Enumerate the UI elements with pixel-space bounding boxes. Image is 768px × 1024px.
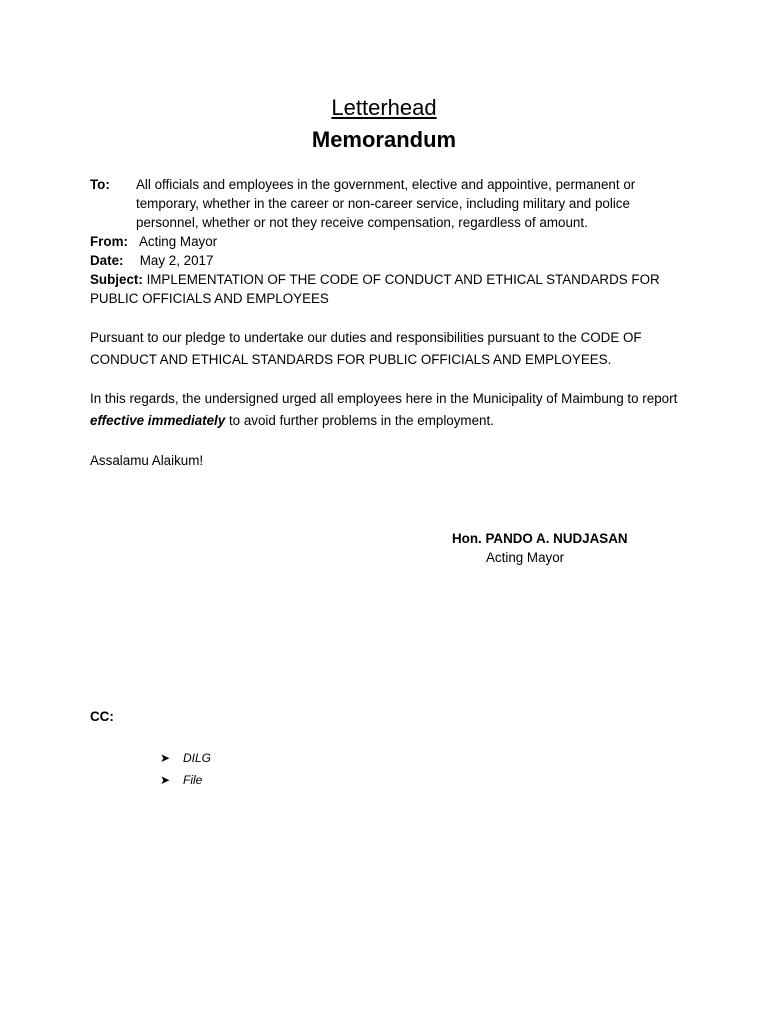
signatory-name: Hon. PANDO A. NUDJASAN: [452, 531, 628, 546]
body-paragraph-1: Pursuant to our pledge to undertake our duties and responsibilities pursuant to the CODE OF CONDUCT AND ETHICAL STANDARDS FOR PUBLIC OFFICIALS AND EMPLOYEES.: [90, 330, 642, 367]
date-value: May 2, 2017: [139, 253, 214, 268]
subject-value: IMPLEMENTATION OF THE CODE OF CONDUCT AND ETHICAL STANDARDS FOR PUBLIC OFFICIALS AND EMPLOYEES: [90, 272, 660, 306]
cc-label: CC:: [90, 709, 114, 724]
cc-item-label: File: [183, 773, 203, 787]
arrowhead-bullet-icon: ➤: [160, 773, 171, 787]
cc-item-dilg: [160, 747, 211, 769]
from-value: Acting Mayor: [138, 234, 218, 249]
memorandum-title: Memorandum: [311, 127, 457, 152]
arrowhead-bullet-icon: ➤: [160, 751, 171, 765]
cc-item-file: [160, 769, 211, 791]
from-label: From:: [90, 234, 128, 249]
to-value: All officials and employees in the government, elective and appointive, permanent or temporary, whether in the career or non-career service, including military and police personnel, whether or not they receive compensation, regardless of amount.: [136, 177, 636, 230]
cc-list: [160, 747, 211, 791]
paragraph-2-text-start: In this regards, the undersigned urged all employees here in the Municipality of Maimbung to report: [90, 391, 678, 406]
date-field: [90, 251, 680, 270]
letterhead-title: Letterhead: [331, 95, 437, 120]
to-label: To:: [90, 177, 110, 192]
paragraph-2-text-end: to avoid further problems in the employment.: [228, 413, 494, 428]
subject-field: [90, 270, 680, 308]
cc-item-label: DILG: [183, 751, 212, 765]
from-field: [90, 232, 680, 251]
subject-label: Subject:: [90, 272, 143, 287]
paragraph-2-emphasis: effective immediately: [90, 413, 226, 428]
body-paragraph-2: [90, 388, 680, 432]
signatory-title: Acting Mayor: [486, 550, 565, 565]
date-label: Date:: [90, 253, 124, 268]
closing-greeting: Assalamu Alaikum!: [90, 453, 204, 468]
to-field: [90, 175, 680, 232]
